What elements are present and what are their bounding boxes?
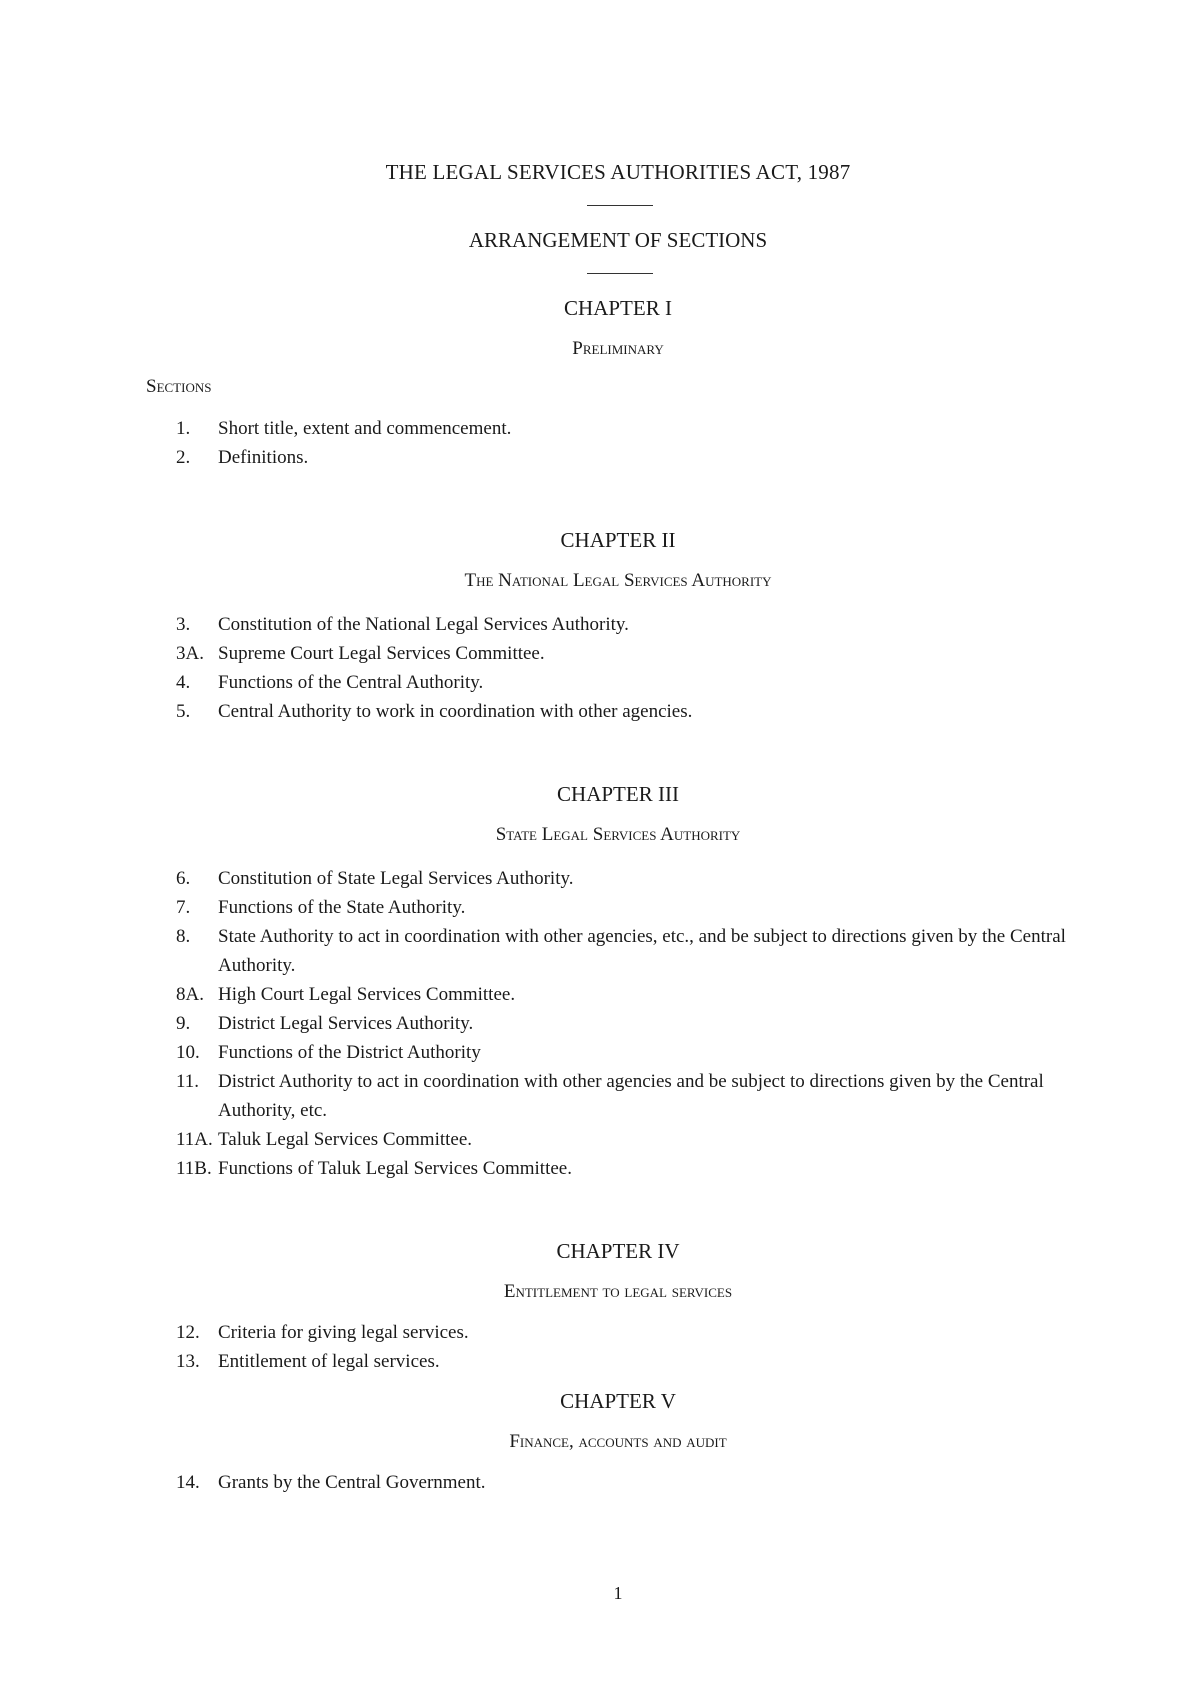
sections-label: Sections: [146, 376, 212, 397]
section-number: 14.: [176, 1472, 200, 1493]
section-title: Functions of the Central Authority.: [218, 672, 484, 693]
section-title: Functions of Taluk Legal Services Committee.: [218, 1158, 572, 1179]
section-number: 1.: [176, 418, 191, 439]
section-title: Constitution of the National Legal Services Authority.: [218, 614, 629, 635]
section-title: Criteria for giving legal services.: [218, 1322, 469, 1343]
section-number: 7.: [176, 897, 191, 918]
section-number: 9.: [176, 1013, 191, 1034]
section-number: 6.: [176, 868, 191, 889]
section-number: 5.: [176, 701, 191, 722]
title-divider: [587, 205, 653, 206]
chapter-subheading: Preliminary: [572, 338, 664, 359]
section-number: 11A.: [176, 1129, 213, 1150]
section-title: Constitution of State Legal Services Authority.: [218, 868, 574, 889]
chapter-heading: CHAPTER III: [557, 782, 679, 806]
chapter-subheading: Finance, accounts and audit: [509, 1431, 727, 1452]
section-title: Grants by the Central Government.: [218, 1472, 486, 1493]
section-title: Functions of the State Authority.: [218, 897, 466, 918]
section-number: 10.: [176, 1042, 200, 1063]
section-number: 2.: [176, 447, 191, 468]
section-number: 8A.: [176, 984, 204, 1005]
chapter-subheading: The National Legal Services Authority: [464, 570, 772, 591]
chapter-heading: CHAPTER V: [560, 1389, 676, 1413]
section-number: 11.: [176, 1071, 200, 1092]
section-number: 3A.: [176, 643, 204, 664]
arrangement-divider: [587, 273, 653, 274]
section-number: 4.: [176, 672, 191, 693]
section-title: Functions of the District Authority: [218, 1042, 481, 1063]
chapter-heading: CHAPTER II: [560, 528, 676, 552]
arrangement-heading: ARRANGEMENT OF SECTIONS: [468, 228, 768, 252]
section-title: District Authority to act in coordination with other agencies and be subject to directions given by the Central Authority, etc.: [218, 1071, 1044, 1121]
section-title: Short title, extent and commencement.: [218, 418, 512, 439]
chapter-subheading: State Legal Services Authority: [495, 824, 741, 845]
act-title: THE LEGAL SERVICES AUTHORITIES ACT, 1987: [385, 160, 851, 184]
section-title: Supreme Court Legal Services Committee.: [218, 643, 545, 664]
section-title: State Authority to act in coordination with other agencies, etc., and be subject to directions given by the Central Authority.: [218, 926, 1066, 976]
section-number: 8.: [176, 926, 191, 947]
section-number: 11B.: [176, 1158, 212, 1179]
section-title: District Legal Services Authority.: [218, 1013, 474, 1034]
section-title: Taluk Legal Services Committee.: [218, 1129, 473, 1150]
chapter-subheading: Entitlement to legal services: [503, 1281, 733, 1302]
section-title: Central Authority to work in coordination with other agencies.: [218, 701, 693, 722]
section-number: 13.: [176, 1351, 200, 1372]
section-title: Definitions.: [218, 447, 309, 468]
chapter-heading: CHAPTER IV: [556, 1239, 680, 1263]
section-number: 12.: [176, 1322, 200, 1343]
section-title: Entitlement of legal services.: [218, 1351, 440, 1372]
section-title: High Court Legal Services Committee.: [218, 984, 516, 1005]
chapter-heading: CHAPTER I: [564, 296, 672, 320]
section-number: 3.: [176, 614, 191, 635]
page-number: 1: [613, 1583, 623, 1603]
